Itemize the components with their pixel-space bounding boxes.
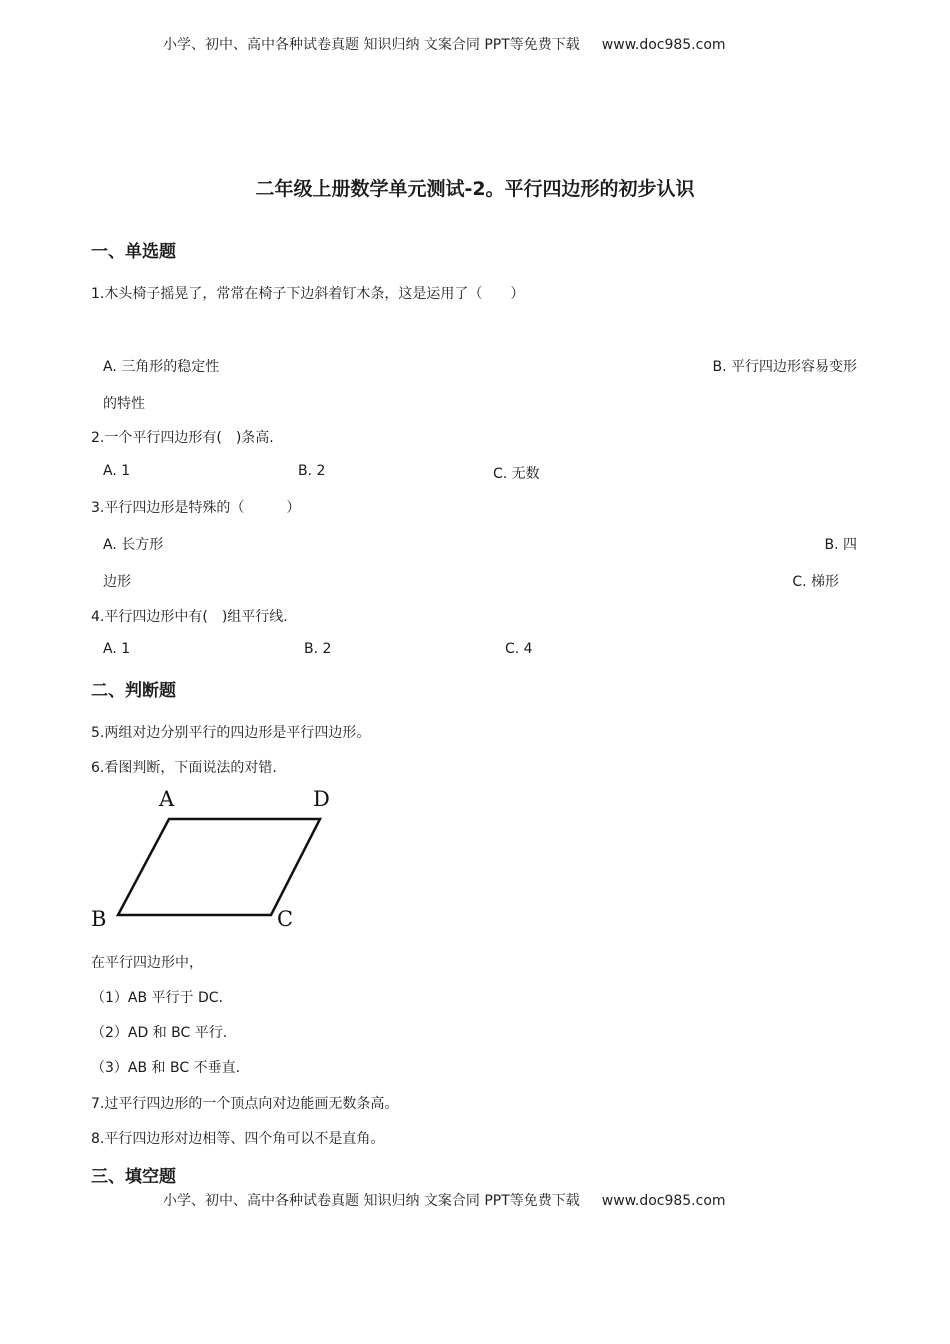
question-5: 5.两组对边分别平行的四边形是平行四边形。 <box>91 725 371 741</box>
q6-statement-2: （2）AD 和 BC 平行. <box>91 1025 228 1041</box>
vertex-label-b: B <box>91 907 107 931</box>
q3-option-a[interactable]: A. 长方形 <box>103 537 164 553</box>
question-7: 7.过平行四边形的一个顶点向对边能画无数条高。 <box>91 1096 399 1112</box>
q2-option-b[interactable]: B. 2 <box>298 463 326 479</box>
q1-option-b-continued: 的特性 <box>103 396 145 412</box>
question-3: 3.平行四边形是特殊的（ ） <box>91 500 301 516</box>
vertex-label-d: D <box>313 787 330 811</box>
footer-text: 小学、初中、高中各种试卷真题 知识归纳 文案合同 PPT等免费下载 <box>163 1193 580 1209</box>
q6-intro: 在平行四边形中， <box>91 955 203 971</box>
vertex-label-a: A <box>159 787 175 811</box>
q1-option-b[interactable]: B. 平行四边形容易变形 <box>712 359 857 375</box>
header-site-link[interactable]: www.doc985.com <box>601 37 726 53</box>
q4-option-c[interactable]: C. 4 <box>505 641 533 657</box>
question-8: 8.平行四边形对边相等、四个角可以不是直角。 <box>91 1131 385 1147</box>
vertex-label-c: C <box>277 907 294 931</box>
page-header <box>163 34 726 54</box>
parallelogram-figure <box>88 782 348 932</box>
page-footer <box>163 1190 726 1210</box>
q4-option-b[interactable]: B. 2 <box>304 641 332 657</box>
q6-statement-3: （3）AB 和 BC 不垂直. <box>91 1060 241 1076</box>
section-heading-true-false: 二、判断题 <box>91 681 176 701</box>
question-4: 4.平行四边形中有( )组平行线. <box>91 609 288 625</box>
q2-option-a[interactable]: A. 1 <box>103 463 131 479</box>
section-heading-fill-blank: 三、填空题 <box>91 1167 176 1187</box>
question-2: 2.一个平行四边形有( )条高. <box>91 430 274 446</box>
q2-option-c[interactable]: C. 无数 <box>493 466 540 482</box>
q3-option-c[interactable]: C. 梯形 <box>792 574 839 590</box>
section-heading-single-choice: 一、单选题 <box>91 242 176 262</box>
header-text: 小学、初中、高中各种试卷真题 知识归纳 文案合同 PPT等免费下载 <box>163 37 580 53</box>
q3-option-b-continued: 边形 <box>103 574 131 590</box>
q4-option-a[interactable]: A. 1 <box>103 641 131 657</box>
question-1: 1.木头椅子摇晃了，常常在椅子下边斜着钉木条，这是运用了（ ） <box>91 286 525 302</box>
q3-option-b[interactable]: B. 四 <box>824 537 857 553</box>
question-6: 6.看图判断，下面说法的对错. <box>91 760 277 776</box>
page-title: 二年级上册数学单元测试-2。平行四边形的初步认识 <box>255 178 695 200</box>
q1-option-a[interactable]: A. 三角形的稳定性 <box>103 359 220 375</box>
footer-site-link[interactable]: www.doc985.com <box>601 1193 726 1209</box>
q6-statement-1: （1）AB 平行于 DC. <box>91 990 223 1006</box>
parallelogram-shape <box>118 819 320 915</box>
